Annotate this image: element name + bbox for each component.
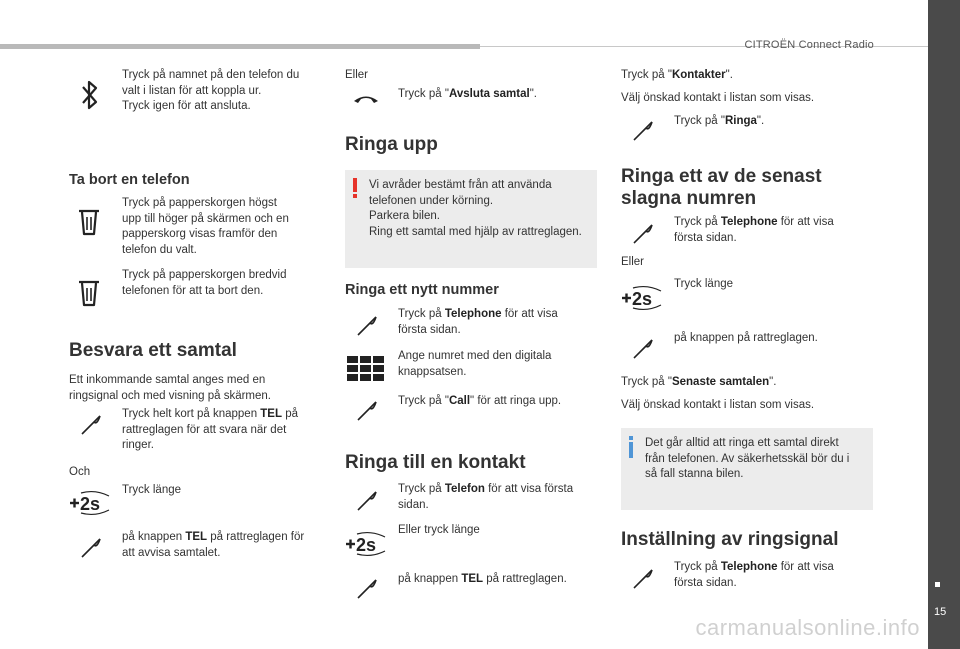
text-line: Parkera bilen. — [369, 210, 440, 222]
text-bold: TEL — [461, 573, 484, 585]
reject-text — [122, 530, 332, 561]
text-line: upp till höger på skärmen och en — [122, 212, 289, 225]
text-run: Tryck på — [398, 308, 445, 320]
text-line: Tryck på papperskorgen högst — [122, 197, 277, 209]
tap-icon — [356, 315, 378, 337]
text-run: för att visa — [501, 308, 558, 320]
text-run: Tryck på " — [674, 115, 725, 127]
text-bold: Kontakter — [671, 69, 726, 81]
text-line: ringsignal och med visning på skärmen. — [69, 389, 271, 402]
text-run: för att visa första — [484, 483, 574, 495]
section-title-recent — [621, 166, 822, 210]
text-run: på rattreglagen. — [483, 573, 567, 585]
text-line: första sidan. — [674, 231, 737, 244]
text-line: papperskorg visas framför den — [122, 228, 278, 240]
answer-intro — [69, 373, 329, 404]
text-run: Tryck på — [674, 561, 721, 573]
text-line: Tryck igen för att ansluta. — [122, 100, 251, 112]
section-title-contact: Ringa till en kontakt — [345, 452, 526, 473]
section-title-answer: Besvara ett samtal — [69, 340, 237, 361]
text-run: Tryck på — [674, 216, 721, 228]
text-line: första sidan. — [674, 576, 737, 589]
tel-text — [122, 407, 322, 454]
text-line: ringer. — [122, 439, 154, 451]
text-line: att avvisa samtalet. — [122, 546, 221, 559]
tap-icon — [632, 568, 654, 590]
warning-icon — [353, 178, 357, 198]
text-run: Tryck på " — [398, 395, 449, 407]
tel-knapp-text — [398, 572, 567, 588]
text-line: sidan. — [398, 498, 429, 511]
text-bold: Telefon — [444, 483, 485, 495]
trash-text-1 — [122, 196, 322, 258]
text-bold: Ringa — [724, 115, 757, 127]
section-title-call: Ringa upp — [345, 134, 438, 155]
text-run: Tryck på " — [621, 376, 672, 388]
text-line: Ett inkommande samtal anges med en — [69, 374, 266, 386]
long-press-2s-icon — [621, 285, 663, 311]
text-run: ". — [529, 88, 537, 100]
text-run: Tryck på " — [398, 88, 449, 100]
text-line: Ring ett samtal med hjälp av rattreglagen. — [369, 225, 582, 238]
long-press-2s-icon — [345, 531, 387, 557]
svg-text:2s: 2s — [356, 535, 377, 555]
telefon-text — [398, 482, 598, 513]
text-line — [674, 560, 874, 576]
keypad-text — [398, 349, 598, 380]
end-call-text — [398, 87, 537, 103]
text-line — [674, 215, 874, 231]
text-bold: Telephone — [720, 561, 778, 573]
text-line: Det går alltid att ringa ett samtal direkt — [645, 437, 839, 449]
text-run: Tryck på — [398, 483, 445, 495]
choose-contact-text: Välj önskad kontakt i listan som visas. — [621, 92, 815, 104]
text-bold: Telephone — [444, 308, 502, 320]
text-line: första sidan. — [398, 323, 461, 336]
section-title-ringtone: Inställning av ringsignal — [621, 529, 839, 550]
text-line — [398, 307, 598, 323]
title-line: Ringa ett av de senast — [621, 166, 822, 187]
section-title-new-number: Ringa ett nytt nummer — [345, 282, 499, 298]
choose-contact-text: Välj önskad kontakt i listan som visas. — [621, 399, 815, 411]
long-press-text: Tryck länge — [122, 484, 182, 496]
svg-text:2s: 2s — [632, 289, 653, 309]
recent-calls-text — [621, 375, 776, 391]
kontakter-text — [621, 68, 733, 84]
text-run: ". — [756, 115, 765, 127]
bluetooth-icon — [80, 78, 100, 112]
page-sidebar — [928, 0, 960, 649]
text-run: Tryck på " — [621, 69, 672, 81]
end-marker — [935, 582, 940, 587]
och-label: Och — [69, 466, 91, 478]
long-press-2s-icon — [69, 490, 111, 516]
long-press-text: Eller tryck länge — [398, 524, 480, 536]
text-bold: Senaste samtalen — [671, 376, 770, 388]
text-run: för att visa — [777, 561, 834, 573]
telephone-text — [674, 215, 874, 246]
text-line: knappsatsen. — [398, 365, 467, 378]
text-line: telefonen under körning. — [369, 194, 494, 207]
text-line: valt i listan för att koppla ur. — [122, 84, 262, 97]
text-run: på rattreglagen för — [207, 531, 305, 543]
tap-icon — [632, 338, 654, 360]
text-run: på knappen — [398, 573, 462, 585]
text-line: Tryck på papperskorgen bredvid — [122, 269, 287, 281]
ringa-text — [674, 114, 764, 130]
tap-icon — [80, 537, 102, 559]
eller-label: Eller — [345, 69, 369, 81]
long-press-text: Tryck länge — [674, 278, 734, 290]
text-bold: TEL — [185, 531, 208, 543]
tap-icon — [356, 400, 378, 422]
brand-title: CITROËN Connect Radio — [744, 39, 874, 51]
text-run: Tryck helt kort på knappen — [122, 408, 261, 420]
text-run: på — [282, 408, 299, 420]
text-line: telefonen för att ta bort den. — [122, 284, 264, 297]
tap-icon — [632, 120, 654, 142]
watermark: carmanualsonline.info — [695, 615, 920, 640]
text-run: ". — [769, 376, 777, 388]
text-bold: Telephone — [720, 216, 778, 228]
bluetooth-text — [122, 68, 322, 115]
text-line — [122, 530, 332, 546]
title-line: slagna numren — [621, 188, 757, 209]
tap-icon — [80, 414, 102, 436]
call-button-text — [398, 394, 561, 410]
ringtone-text — [674, 560, 874, 591]
text-line: Tryck på namnet på den telefon du — [122, 69, 300, 81]
text-line — [122, 407, 322, 423]
text-line: Vi avråder bestämt från att använda — [369, 179, 552, 191]
text-line: Ange numret med den digitala — [398, 350, 552, 362]
info-text — [645, 436, 863, 483]
text-run: " för att ringa upp. — [470, 395, 562, 407]
text-bold: Avsluta samtal — [448, 88, 530, 100]
text-line: så fall stanna bilen. — [645, 468, 744, 480]
text-run: för att visa — [777, 216, 834, 228]
text-line: från telefonen. Av säkerhetsskäl bör du i — [645, 452, 850, 465]
tap-icon — [632, 223, 654, 245]
text-run: på knappen — [122, 531, 186, 543]
trash-icon — [78, 279, 100, 307]
warning-note — [345, 170, 597, 268]
info-icon — [629, 436, 633, 458]
eller-label: Eller — [621, 256, 645, 268]
text-bold: TEL — [260, 408, 283, 420]
text-bold: Call — [448, 395, 471, 407]
header-bar — [0, 44, 480, 49]
tap-icon — [356, 490, 378, 512]
text-line — [398, 482, 598, 498]
section-title-remove-phone: Ta bort en telefon — [69, 172, 190, 188]
keypad-icon — [347, 356, 385, 382]
tap-icon — [356, 578, 378, 600]
info-note — [621, 428, 873, 510]
trash-text-2 — [122, 268, 322, 299]
text-run: ". — [725, 69, 733, 81]
new-number-text — [398, 307, 598, 338]
text-line: telefon du valt. — [122, 243, 197, 256]
warning-text — [369, 178, 587, 240]
trash-icon — [78, 208, 100, 236]
text-line: rattreglagen för att svara när det — [122, 423, 287, 436]
hang-up-icon — [352, 92, 380, 106]
page-number: 15 — [934, 606, 947, 618]
svg-text:2s: 2s — [80, 494, 101, 514]
knapp-text: på knappen på rattreglagen. — [674, 332, 818, 344]
